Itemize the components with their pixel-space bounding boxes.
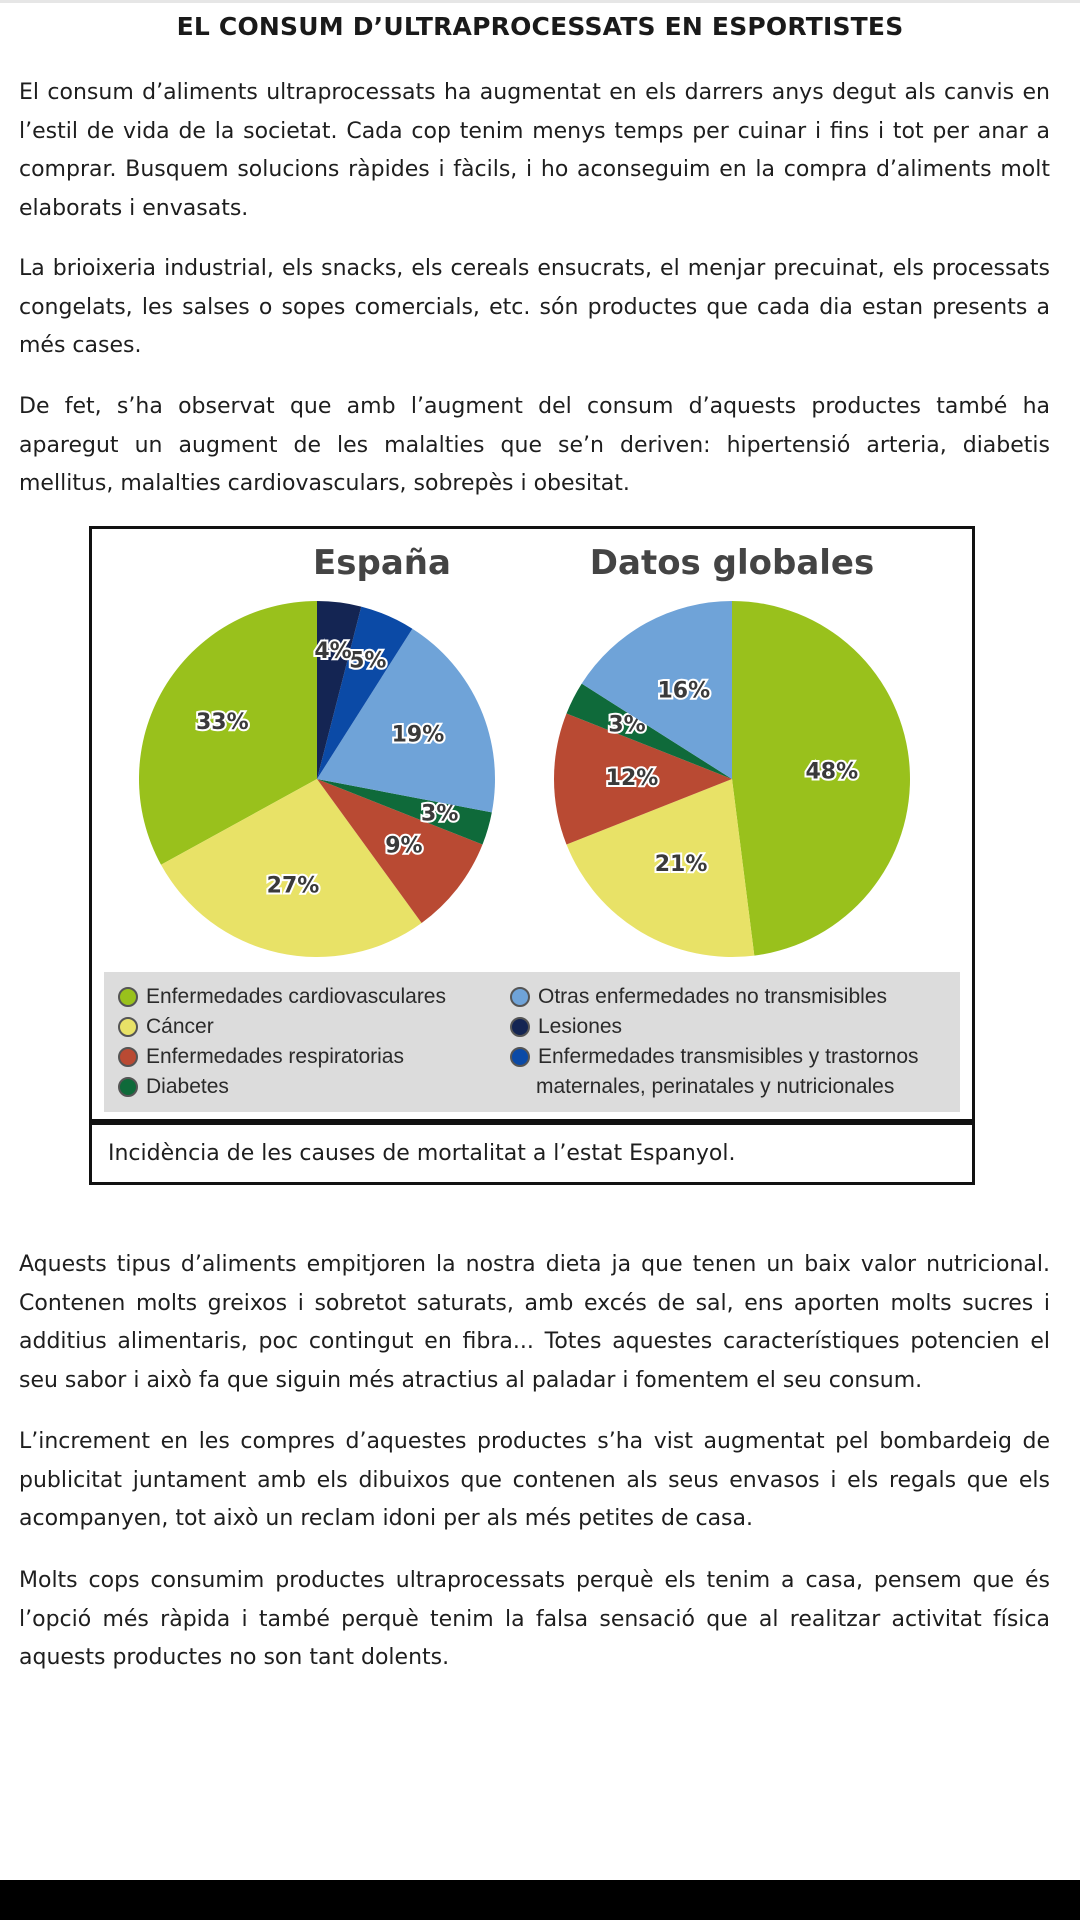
legend-swatch-cancer [118,1017,138,1037]
legend-label-injuries: Lesiones [538,1015,623,1038]
legend-label-other-ncd: Otras enfermedades no transmisibles [538,985,887,1008]
paragraph-6: Molts cops consumim productes ultraprocessats perquè els tenim a casa, pensem que és l’opció més ràpida i també perquè tenim la falsa sensació que al realitzar activitat física aquests productes no son tant dolents. [19,1568,1050,1670]
pie-charts [92,529,972,969]
global-pie-chart [554,601,910,957]
legend-label-diabetes: Diabetes [146,1075,229,1098]
paragraph-5: L’increment en les compres d’aquestes productes s’ha vist augmentat pel bombardeig de publicitat juntament amb els dibuixos que contenen als seus envasos i els regals que els acompanyen, tot això un reclam idoni per als més petites de casa. [19,1429,1050,1531]
legend-swatch-cardiovascular [118,987,138,1007]
spain-label-other_ncd: 19% [391,722,445,748]
chart-legend [104,972,960,1112]
spain-label-communicable: 5% [349,648,387,674]
spain-label-diabetes: 3% [421,801,459,827]
legend-item-cancer [118,1014,214,1040]
paragraph-4: Aquests tipus d’aliments empitjoren la nostra dieta ja que tenen un baix valor nutricional. Contenen molts greixos i sobretot saturats, amb excés de sal, ens aporten molts sucres i additius alimentaris, poc contingut en fibra... Totes aquestes característiques potencien el seu sabor i això fa que siguin més atractius al paladar i fomentem el seu consum. [19,1252,1050,1393]
legend-swatch-diabetes [118,1077,138,1097]
legend-item-respiratory [118,1044,404,1070]
global-label-cancer: 21% [654,852,708,878]
global-label-other_ncd: 16% [657,678,711,704]
legend-item-communicable [510,1044,919,1070]
paragraph-3: De fet, s’ha observat que amb l’augment del consum d’aquests productes també ha aparegut un augment de les malalties que se’n deriven: hipertensió arteria, diabetis mellitus, malalties cardiovasculars, sobrepès i obesitat. [19,394,1050,496]
spain-chart-title: España [313,543,451,583]
legend-label-communicable-cont: maternales, perinatales y nutricionales [536,1075,895,1098]
global-label-diabetes: 3% [608,712,646,738]
bottom-navigation-bar [0,1880,1080,1920]
legend-item-cardiovascular [118,984,446,1010]
figure-caption: Incidència de les causes de mortalitat a l’estat Espanyol. [108,1141,736,1166]
legend-label-cancer: Cáncer [146,1015,214,1038]
global-label-cardiovascular: 48% [805,759,859,785]
legend-label-communicable: Enfermedades transmisibles y trastornos [538,1045,919,1068]
spain-pie-chart [139,601,495,957]
paragraph-1: El consum d’aliments ultraprocessats ha augmentat en els darrers anys degut als canvis en l’estil de vida de la societat. Cada cop tenim menys temps per cuinar i fins i tot per anar a comprar. Busquem solucions ràpides i fàcils, i ho aconseguim en la compra d’aliments molt elaborats i envasats. [19,80,1050,221]
mortality-figure [89,526,975,1122]
legend-swatch-other-ncd [510,987,530,1007]
legend-item-other-ncd [510,984,887,1010]
spain-label-cancer: 27% [266,873,320,899]
legend-swatch-communicable [510,1047,530,1067]
paragraph-2: La brioixeria industrial, els snacks, els cereals ensucrats, el menjar precuinat, els processats congelats, les salses o sopes comercials, etc. són productes que cada dia estan presents a més cases. [19,256,1050,358]
spain-label-cardiovascular: 33% [195,710,249,736]
legend-swatch-respiratory [118,1047,138,1067]
top-divider [0,0,1080,3]
legend-label-respiratory: Enfermedades respiratorias [146,1045,404,1068]
global-chart-title: Datos globales [589,543,875,583]
legend-item-injuries [510,1014,622,1040]
document-title: EL CONSUM D’ULTRAPROCESSATS EN ESPORTISTES [176,12,904,41]
spain-label-respiratory: 9% [385,833,423,859]
legend-swatch-injuries [510,1017,530,1037]
spain-label-injuries: 4% [314,639,352,665]
global-label-respiratory: 12% [605,766,659,791]
figure-caption-box [89,1122,975,1185]
legend-item-diabetes [118,1074,229,1100]
legend-label-cardiovascular: Enfermedades cardiovasculares [146,985,446,1008]
